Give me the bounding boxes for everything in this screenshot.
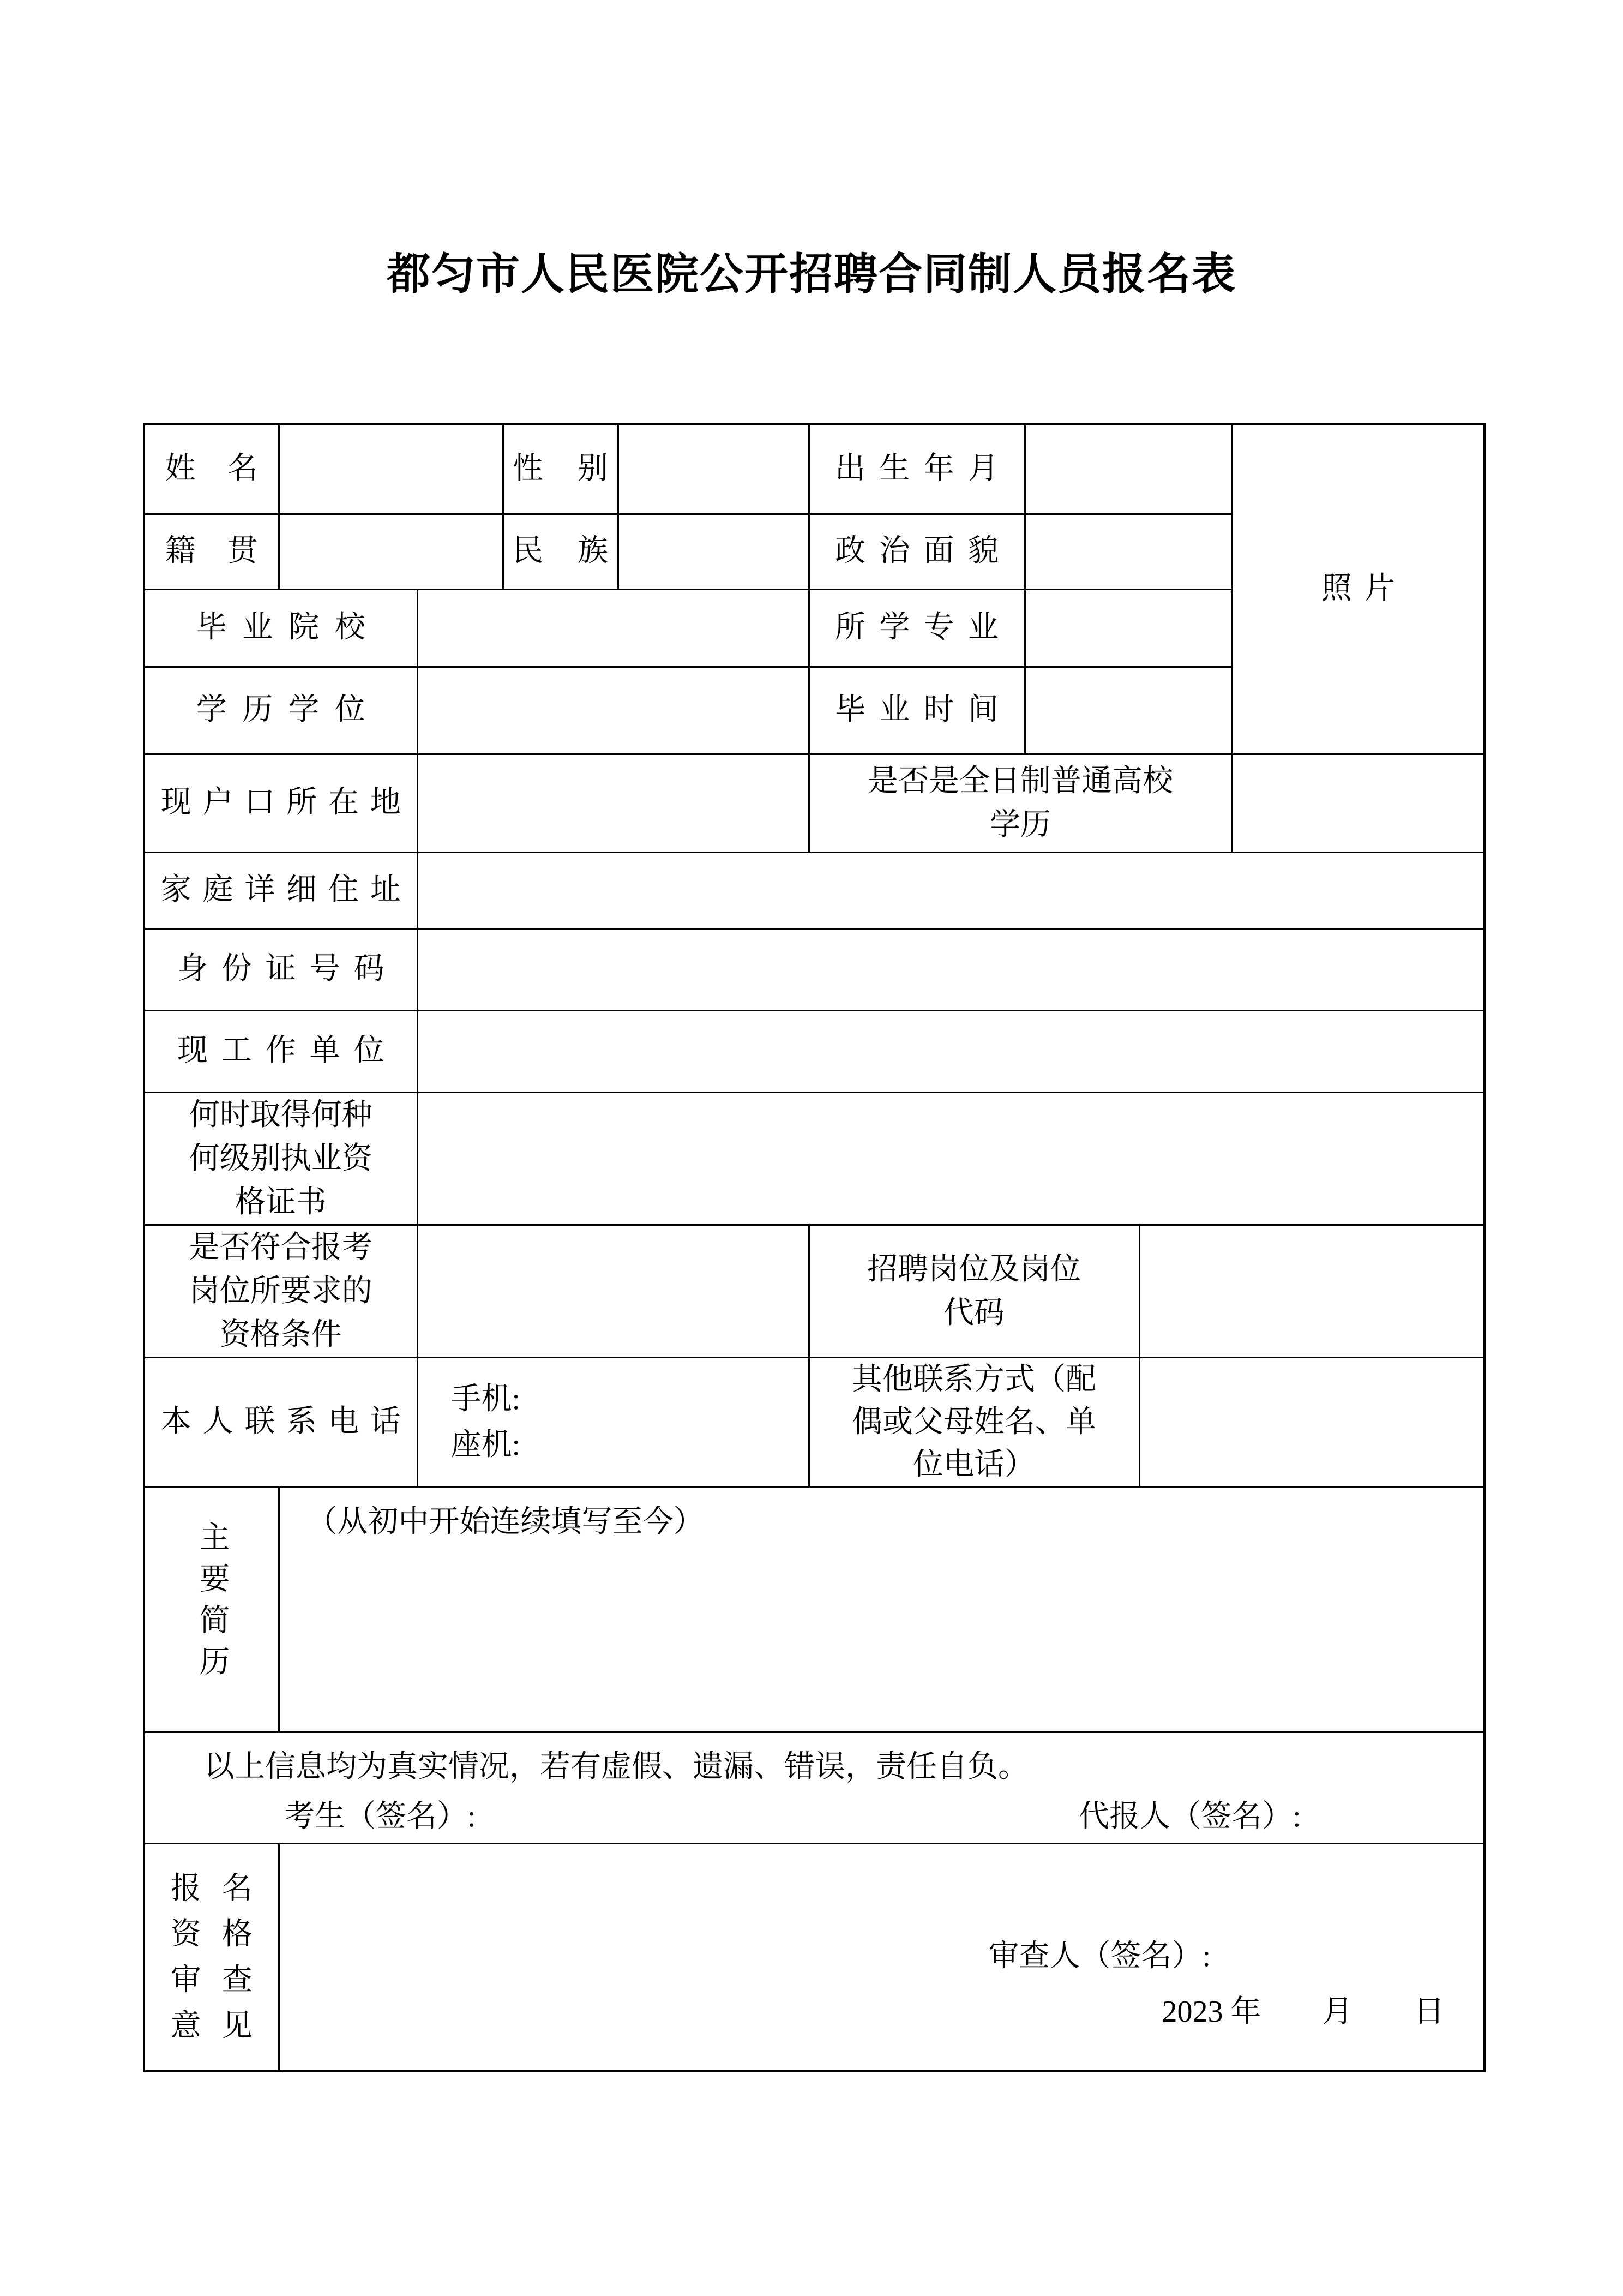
row-hukou xyxy=(144,754,1484,852)
home-address-label-cell xyxy=(144,852,417,928)
eligibility-value-cell[interactable] xyxy=(417,1225,809,1357)
degree-label-cell xyxy=(144,667,417,754)
resume-label-cell xyxy=(144,1486,279,1732)
row-resume xyxy=(144,1486,1484,1732)
graduate-school-label: 毕业院校 xyxy=(196,610,365,645)
fulltime-question-label: 是否是全日制普通高校学历 xyxy=(868,764,1173,842)
birth-value-cell[interactable] xyxy=(1025,424,1232,514)
post-and-code-label: 招聘岗位及岗位代码 xyxy=(867,1252,1081,1330)
review-opinion-inner xyxy=(280,1844,1484,2069)
native-place-label-cell xyxy=(144,514,279,589)
photo-cell[interactable] xyxy=(1232,424,1484,754)
row-eligibility xyxy=(144,1225,1484,1357)
phone-value-cell[interactable] xyxy=(417,1357,809,1486)
other-contact-label: 其他联系方式（配偶或父母姓名、单位电话） xyxy=(852,1362,1096,1482)
review-label-line-3: 审查 xyxy=(170,1963,253,1997)
home-address-value-cell[interactable] xyxy=(417,852,1484,928)
birth-label-cell xyxy=(809,424,1025,514)
row-qualification-cert xyxy=(144,1092,1484,1225)
personal-phone-label: 本人联系电话 xyxy=(160,1404,401,1438)
id-number-value-cell[interactable] xyxy=(417,928,1484,1010)
graduation-time-label-cell xyxy=(809,667,1025,754)
resume-content-cell[interactable] xyxy=(279,1486,1484,1732)
eligibility-label-cell xyxy=(144,1225,417,1357)
graduate-school-label-cell xyxy=(144,589,417,667)
signature-line xyxy=(145,1791,1483,1843)
eligibility-label: 是否符合报考岗位所要求的资格条件 xyxy=(189,1230,372,1352)
review-label-line-4: 意见 xyxy=(170,2009,253,2043)
declaration-cell xyxy=(144,1732,1484,1843)
hukou-value-cell[interactable] xyxy=(417,754,809,852)
resume-hint: （从初中开始连续填写至今） xyxy=(306,1504,704,1539)
personal-phone-label-cell xyxy=(144,1357,417,1486)
declaration-text: 以上信息均为真实情况，若有虚假、遗漏、错误，责任自负。 xyxy=(204,1749,1029,1784)
major-label: 所学专业 xyxy=(835,610,999,645)
post-and-code-value-cell[interactable] xyxy=(1139,1225,1484,1357)
mobile-label: 手机: xyxy=(450,1382,521,1416)
gender-value-cell[interactable] xyxy=(618,424,809,514)
review-opinion-label-cell xyxy=(144,1843,279,2071)
landline-label: 座机: xyxy=(450,1428,521,1462)
ethnicity-label: 民族 xyxy=(513,534,608,568)
qualification-cert-value-cell[interactable] xyxy=(417,1092,1484,1225)
name-label: 姓名 xyxy=(165,452,258,486)
home-address-label: 家庭详细住址 xyxy=(160,873,401,907)
qualification-cert-label: 何时取得何种何级别执业资格证书 xyxy=(189,1098,372,1219)
post-and-code-label-cell xyxy=(809,1225,1139,1357)
id-number-label: 身份证号码 xyxy=(177,952,384,986)
other-contact-label-cell xyxy=(809,1357,1139,1486)
row-id-number xyxy=(144,928,1484,1010)
row-personal-phone xyxy=(144,1357,1484,1486)
agent-sign-label[interactable]: 代报人（签名）: xyxy=(1079,1799,1301,1833)
review-label-line-1: 报名 xyxy=(170,1871,253,1905)
photo-label: 照片 xyxy=(1321,572,1395,606)
current-employer-label: 现工作单位 xyxy=(177,1034,384,1068)
fulltime-question-label-cell xyxy=(809,754,1232,852)
other-contact-value-cell[interactable] xyxy=(1139,1357,1484,1486)
birth-label: 出生年月 xyxy=(835,452,999,486)
gender-label: 性别 xyxy=(513,452,608,486)
row-home-address xyxy=(144,852,1484,928)
hukou-label: 现户口所在地 xyxy=(160,786,401,820)
row-declaration xyxy=(144,1732,1484,1843)
fulltime-question-value-cell[interactable] xyxy=(1232,754,1484,852)
review-label-line-2: 资格 xyxy=(170,1917,253,1951)
political-status-label-cell xyxy=(809,514,1025,589)
native-place-value-cell[interactable] xyxy=(279,514,503,589)
graduate-school-value-cell[interactable] xyxy=(417,589,809,667)
name-value-cell[interactable] xyxy=(279,424,503,514)
row-review-opinion xyxy=(144,1843,1484,2071)
graduation-time-label: 毕业时间 xyxy=(835,693,999,727)
hukou-label-cell xyxy=(144,754,417,852)
ethnicity-label-cell xyxy=(503,514,618,589)
major-value-cell[interactable] xyxy=(1025,589,1232,667)
graduation-time-value-cell[interactable] xyxy=(1025,667,1232,754)
political-status-label: 政治面貌 xyxy=(835,534,999,568)
review-date-line[interactable]: 2023 年 月 日 xyxy=(1162,1994,1445,2029)
qualification-cert-label-cell xyxy=(144,1092,417,1225)
page-title: 都匀市人民医院公开招聘合同制人员报名表 xyxy=(387,251,1236,299)
political-status-value-cell[interactable] xyxy=(1025,514,1232,589)
row-current-employer xyxy=(144,1010,1484,1092)
application-form-table xyxy=(143,423,1486,2072)
reviewer-sign-label[interactable]: 审查人（签名）: xyxy=(988,1939,1211,1973)
review-opinion-content-cell[interactable] xyxy=(279,1843,1484,2071)
resume-label: 主要简历 xyxy=(195,1520,229,1687)
native-place-label: 籍贯 xyxy=(165,534,258,568)
gender-label-cell xyxy=(503,424,618,514)
row-name xyxy=(144,424,1484,514)
current-employer-value-cell[interactable] xyxy=(417,1010,1484,1092)
name-label-cell xyxy=(144,424,279,514)
ethnicity-value-cell[interactable] xyxy=(618,514,809,589)
candidate-sign-label[interactable]: 考生（签名）: xyxy=(284,1799,476,1833)
current-employer-label-cell xyxy=(144,1010,417,1092)
degree-value-cell[interactable] xyxy=(417,667,809,754)
degree-label: 学历学位 xyxy=(196,693,365,727)
major-label-cell xyxy=(809,589,1025,667)
id-number-label-cell xyxy=(144,928,417,1010)
